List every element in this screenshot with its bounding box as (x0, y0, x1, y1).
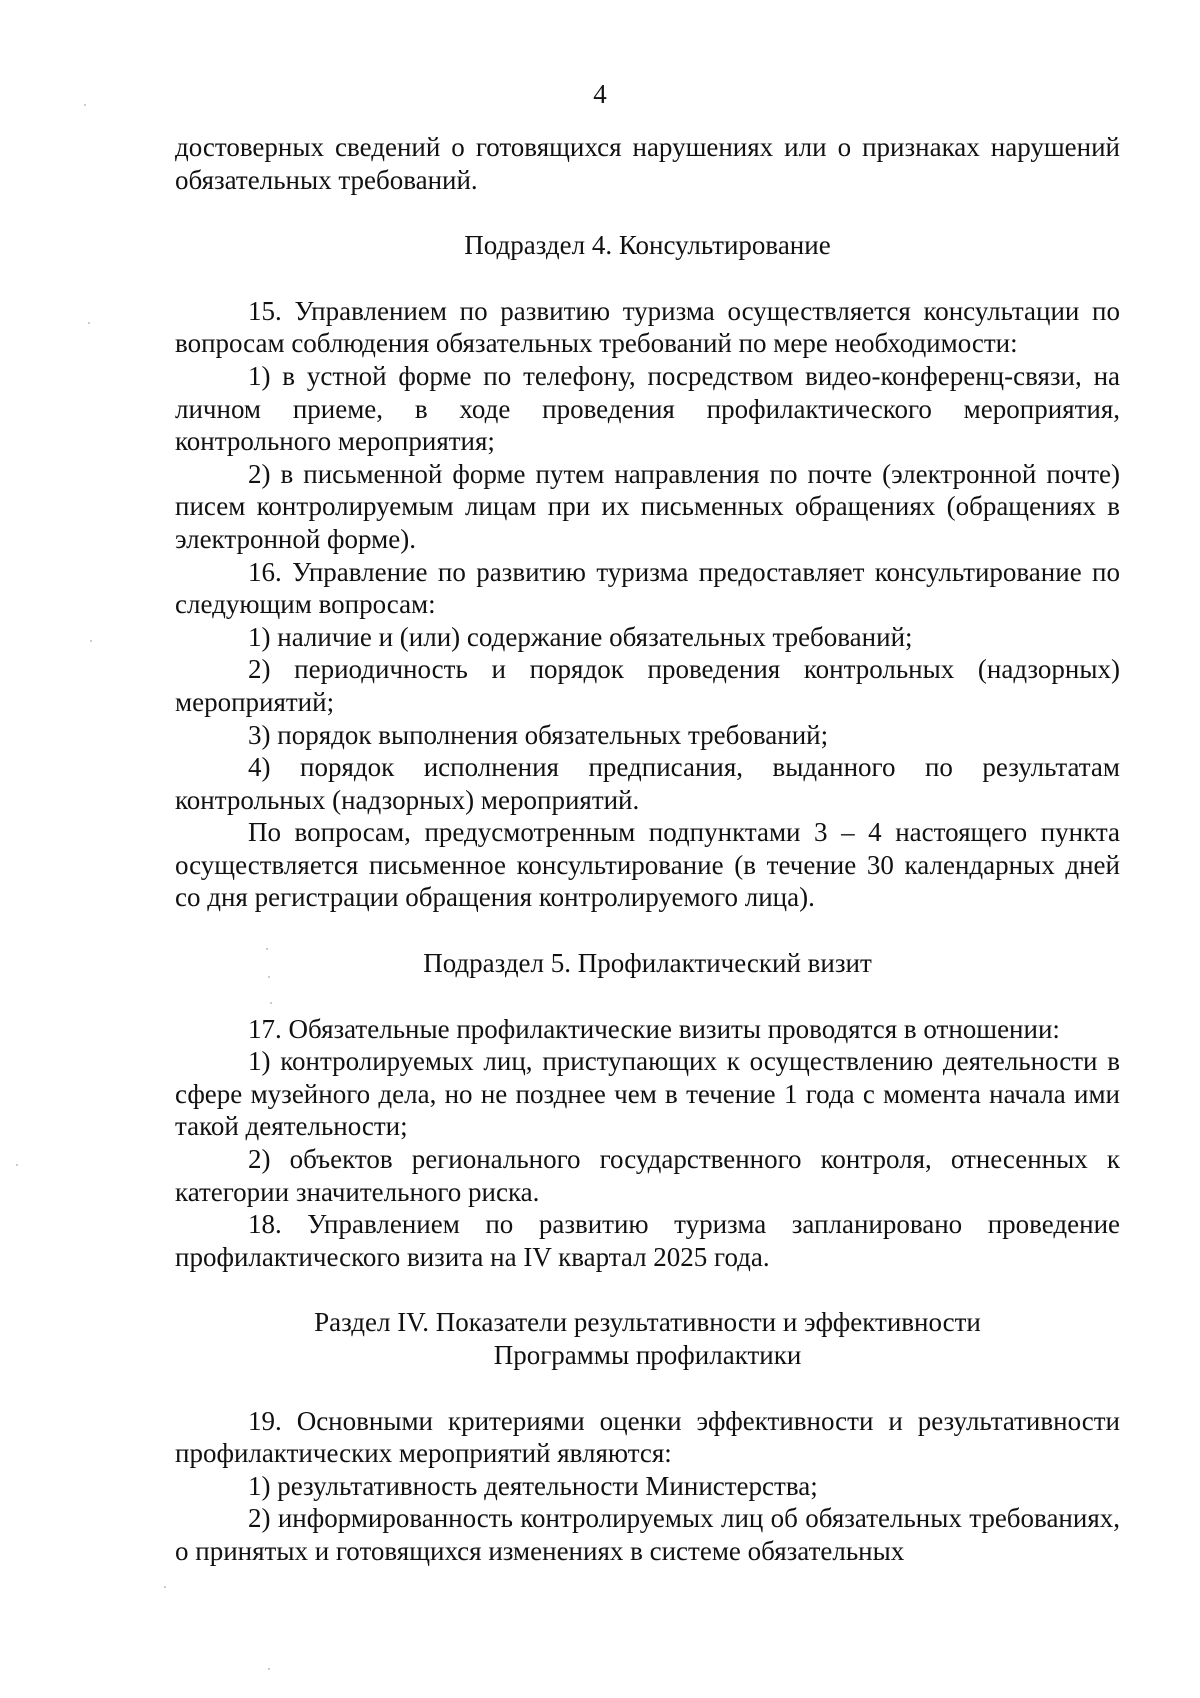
paragraph-15-item-1: 1) в устной форме по телефону, посредством видео-конференц-связи, на личном приеме, в ходе проведения профилактического мероприятия, контрольного мероприятия; (175, 360, 1120, 457)
paragraph-continuation: достоверных сведений о готовящихся нарушениях или о признаках нарушений обязательных требований. (175, 132, 1120, 195)
paragraph-16-item-2: 2) периодичность и порядок проведения контрольных (надзорных) мероприятий; (175, 654, 1120, 717)
page-number: 4 (593, 79, 607, 109)
scan-speck (266, 948, 268, 950)
paragraph-15-item-2: 2) в письменной форме путем направления по почте (электронной почте) писем контролируемым лицам при их письменных обращениях (обращениях в электронной форме). (175, 458, 1120, 554)
paragraph-16-item-3: 3) порядок выполнения обязательных требований; (248, 719, 829, 750)
subsection-4-heading: Подраздел 4. Консультирование (464, 230, 831, 261)
paragraph-16-note: По вопросам, предусмотренным подпунктами 3 – 4 настоящего пункта осуществляется письменное консультирование (в течение 30 календарных дней со дня регистрации обращения контролируемого лица). (175, 817, 1120, 913)
section-4-heading (175, 1306, 1120, 1371)
paragraph-15: 15. Управлением по развитию туризма осуществляется консультации по вопросам соблюдения обязательных требований по мере необходимости: (175, 295, 1120, 359)
scan-speck (268, 1668, 270, 1670)
scan-speck (270, 1002, 272, 1004)
scan-speck (84, 104, 86, 106)
paragraph-16-item-4: 4) порядок исполнения предписания, выданного по результатам контрольных (надзорных) мероприятий. (175, 752, 1120, 815)
paragraph-17: 17. Обязательные профилактические визиты проводятся в отношении: (248, 1013, 1060, 1044)
document-body (175, 131, 1120, 1568)
scan-speck (90, 640, 92, 642)
scan-speck (88, 322, 90, 324)
scan-speck (164, 1586, 166, 1588)
paragraph-19-item-2: 2) информированность контролируемых лиц об обязательных требованиях, о принятых и готовящихся изменениях в системе обязательных (175, 1503, 1120, 1566)
scan-speck (16, 1164, 18, 1166)
paragraph-17-item-2: 2) объектов регионального государственного контроля, отнесенных к категории значительного риска. (175, 1144, 1120, 1207)
scan-speck (268, 976, 270, 978)
section-4-heading-line-1: Раздел IV. Показатели результативности и эффективности (314, 1307, 981, 1338)
paragraph-18: 18. Управлением по развитию туризма запланировано проведение профилактического визита на IV квартал 2025 года. (175, 1209, 1120, 1272)
paragraph-17-item-1: 1) контролируемых лиц, приступающих к осуществлению деятельности в сфере музейного дела, но не позднее чем в течение 1 года с момента начала ими такой деятельности; (175, 1046, 1120, 1142)
section-4-heading-line-2: Программы профилактики (493, 1340, 802, 1370)
paragraph-19: 19. Основными критериями оценки эффективности и результативности профилактических мероприятий являются: (175, 1405, 1120, 1469)
paragraph-16-item-1: 1) наличие и (или) содержание обязательных требований; (248, 621, 913, 652)
paragraph-16: 16. Управление по развитию туризма предоставляет консультирование по следующим вопросам: (175, 556, 1120, 620)
paragraph-19-item-1: 1) результативность деятельности Министерства; (248, 1470, 818, 1501)
subsection-5-heading: Подраздел 5. Профилактический визит (423, 948, 872, 979)
